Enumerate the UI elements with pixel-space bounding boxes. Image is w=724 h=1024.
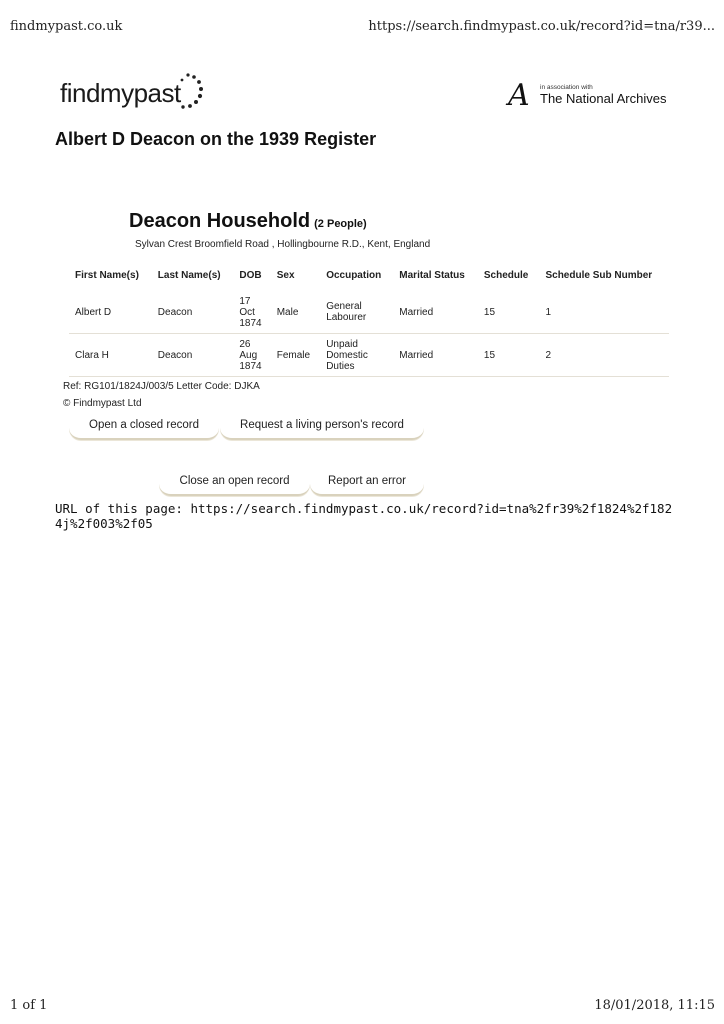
cell-occupation — [320, 291, 393, 334]
close-open-record-button[interactable]: Close an open record — [159, 473, 310, 496]
dob-month: Aug — [239, 349, 258, 361]
cell-sex: Male — [271, 291, 320, 334]
cell-schedule-sub-number: 1 — [539, 291, 669, 334]
table-row — [69, 291, 669, 334]
cell-schedule-sub-number: 2 — [539, 334, 669, 377]
tna-name: The National Archives — [540, 91, 667, 106]
cell-last-name: Deacon — [152, 334, 234, 377]
cell-marital-status: Married — [393, 291, 478, 334]
report-error-button[interactable]: Report an error — [310, 473, 424, 496]
cell-last-name: Deacon — [152, 291, 234, 334]
print-header-site: findmypast.co.uk — [10, 19, 123, 34]
col-occupation: Occupation — [326, 270, 382, 281]
col-dob: DOB — [239, 270, 262, 281]
request-living-person-record-button[interactable]: Request a living person's record — [220, 417, 424, 440]
col-schedule-sub-number: Schedule Sub Number — [545, 270, 653, 281]
open-closed-record-button[interactable]: Open a closed record — [69, 417, 219, 440]
print-footer-datetime: 18/01/2018, 11:15 — [594, 998, 715, 1013]
col-schedule: Schedule — [483, 270, 529, 281]
dob-year: 1874 — [239, 317, 262, 329]
table-row — [69, 334, 669, 377]
cell-dob — [233, 334, 270, 377]
cell-marital-status: Married — [393, 334, 478, 377]
household-address: Sylvan Crest Broomfield Road , Hollingbourne R.D., Kent, England — [135, 239, 431, 250]
logo-wordmark: findmypast — [60, 78, 181, 108]
dob-day: 17 — [239, 295, 251, 307]
cell-occupation — [320, 334, 393, 377]
cell-dob — [233, 291, 270, 334]
col-sex: Sex — [276, 270, 295, 281]
print-footer-page: 1 of 1 — [10, 998, 48, 1013]
occupation-line: General — [326, 301, 362, 312]
cell-first-name: Clara H — [69, 334, 152, 377]
household-name: Deacon Household — [129, 210, 311, 232]
cell-schedule: 15 — [478, 291, 540, 334]
logo-dots-icon — [178, 72, 218, 114]
occupation-line: Unpaid — [326, 338, 358, 350]
col-last-name: Last Name(s) — [157, 270, 221, 281]
page-title: Albert D Deacon on the 1939 Register — [55, 129, 377, 149]
household-table — [69, 266, 669, 377]
household-count: (2 People) — [314, 218, 367, 230]
cell-first-name: Albert D — [69, 291, 152, 334]
national-archives-logo — [508, 78, 673, 113]
findmypast-logo[interactable] — [60, 72, 230, 122]
col-marital-status: Marital Status — [399, 270, 465, 281]
record-reference: Ref: RG101/1824J/003/5 Letter Code: DJKA — [63, 381, 260, 392]
dob-year: 1874 — [239, 360, 262, 372]
tna-association-text: in association with — [540, 84, 593, 91]
occupation-line: Labourer — [326, 312, 367, 323]
tna-initial: A — [508, 78, 530, 113]
page-url-text: URL of this page: https://search.findmypast.co.uk/record?id=tna%2fr39%2f1824%2f1824j%2f003%2f05 — [55, 501, 673, 531]
occupation-line: Domestic — [326, 349, 368, 361]
occupation-line: Duties — [326, 360, 355, 372]
table-header-row — [69, 266, 669, 291]
household-heading — [129, 206, 367, 234]
copyright: © Findmypast Ltd — [63, 398, 142, 409]
cell-schedule: 15 — [478, 334, 540, 377]
cell-sex: Female — [271, 334, 320, 377]
dob-day: 26 — [239, 338, 251, 350]
print-header-url: https://search.findmypast.co.uk/record?id=tna/r39... — [368, 19, 715, 34]
col-first-name: First Name(s) — [75, 270, 139, 281]
dob-month: Oct — [239, 306, 255, 318]
